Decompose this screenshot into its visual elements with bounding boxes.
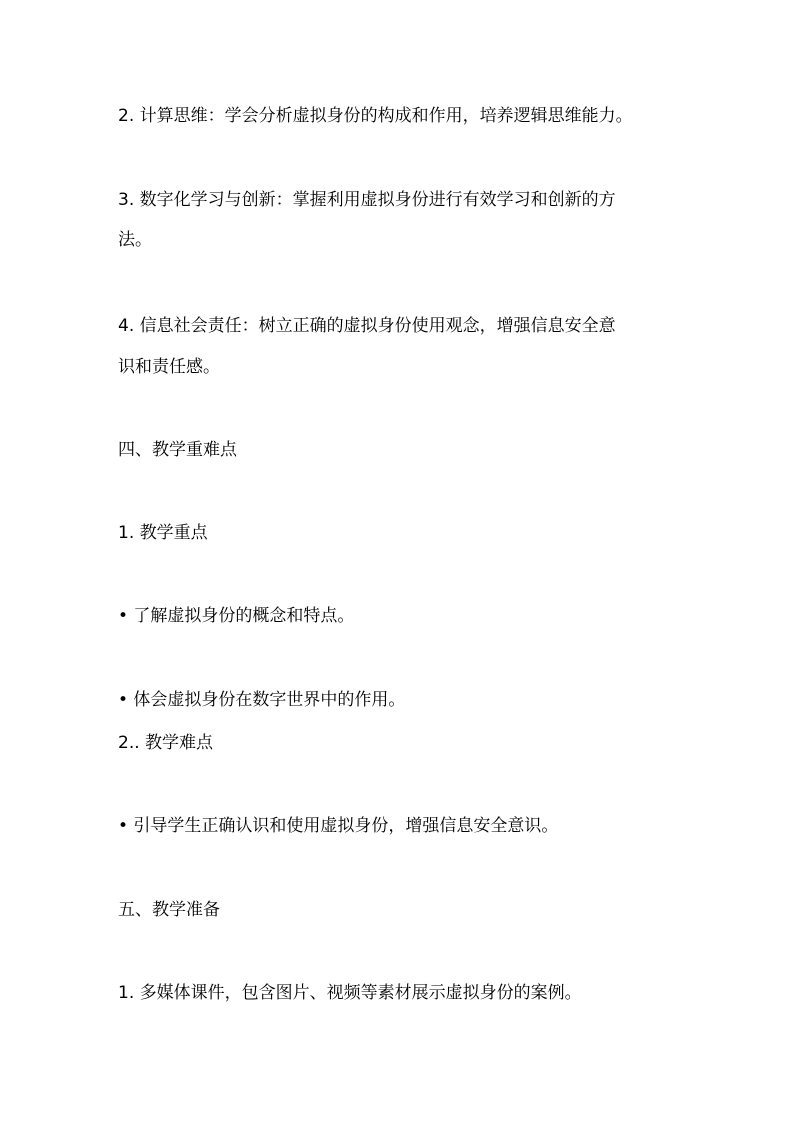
- preparation-item: 1. 多媒体课件，包含图片、视频等素材展示虚拟身份的案例。: [118, 983, 582, 1003]
- objective-social-responsibility: 4. 信息社会责任：树立正确的虚拟身份使用观念，增强信息安全意: [118, 316, 616, 336]
- objective-digital-learning-cont: 法。: [118, 230, 152, 250]
- bullet-item: • 体会虚拟身份在数字世界中的作用。: [118, 690, 406, 710]
- bullet-item: • 引导学生正确认识和使用虚拟身份，增强信息安全意识。: [118, 816, 559, 836]
- section-heading-key-points: 四、教学重难点: [118, 440, 237, 460]
- section-heading-preparation: 五、教学准备: [118, 900, 220, 920]
- objective-social-responsibility-cont: 识和责任感。: [118, 357, 220, 377]
- objective-digital-learning: 3. 数字化学习与创新：掌握利用虚拟身份进行有效学习和创新的方: [118, 190, 616, 210]
- bullet-item: • 了解虚拟身份的概念和特点。: [118, 606, 355, 626]
- subheading-teaching-difficulty: 2.. 教学难点: [118, 733, 214, 753]
- objective-computational-thinking: 2. 计算思维：学会分析虚拟身份的构成和作用，培养逻辑思维能力。: [118, 106, 633, 126]
- subheading-teaching-focus: 1. 教学重点: [118, 523, 208, 543]
